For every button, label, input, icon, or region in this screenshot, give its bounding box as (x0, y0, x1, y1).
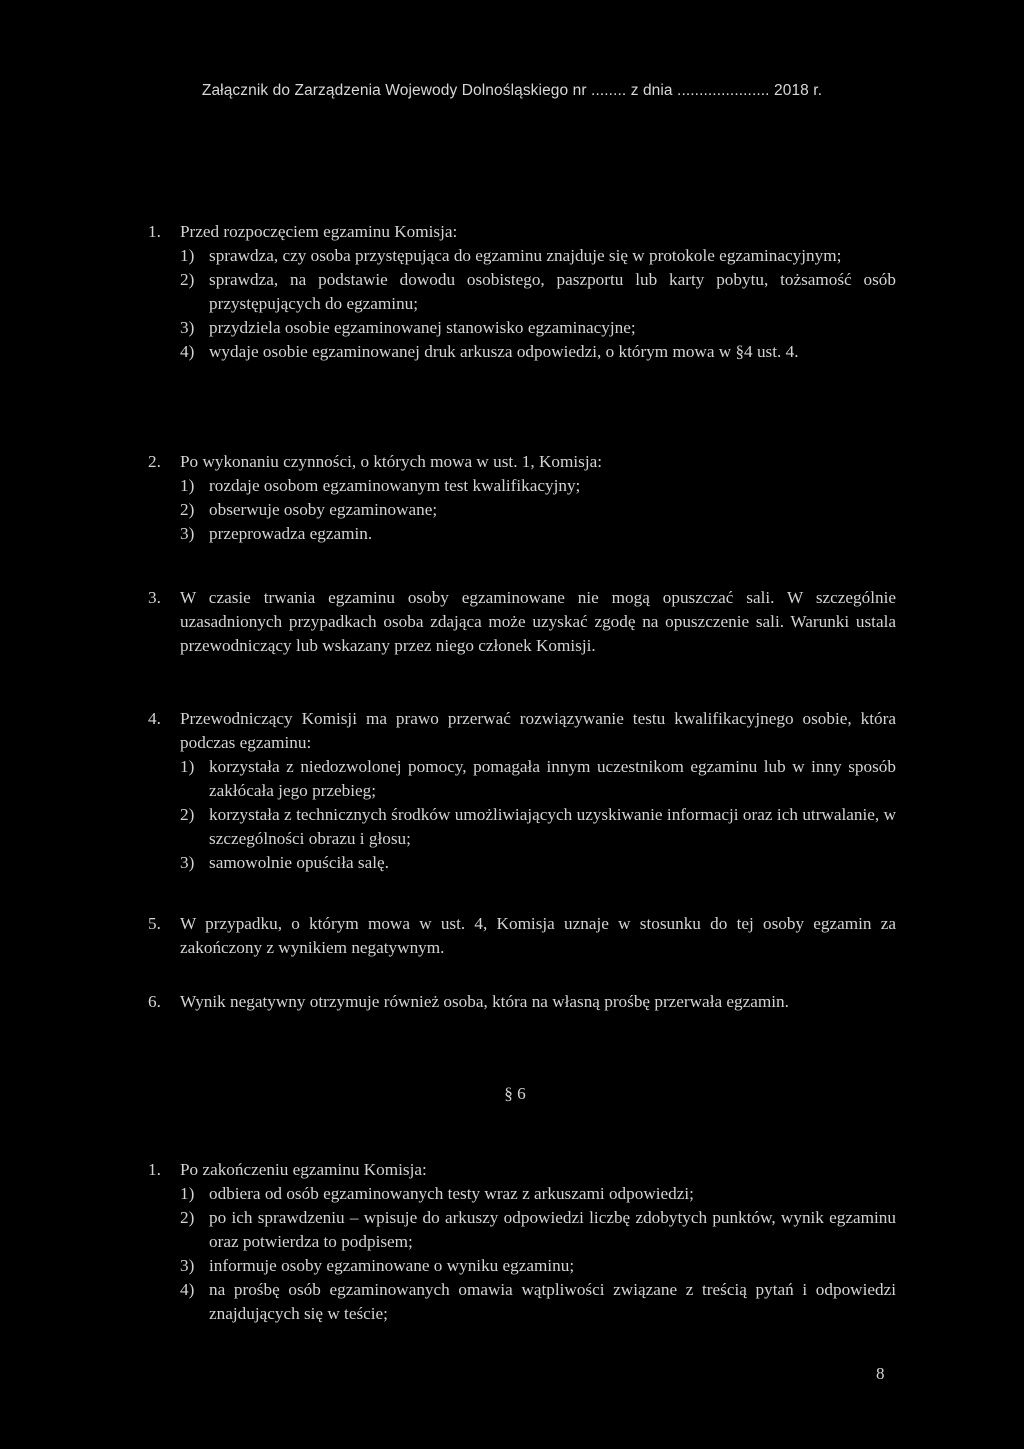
list-item (180, 1254, 896, 1278)
item-text: przydziela osobie egzaminowanej stanowisko egzaminacyjne; (209, 318, 636, 337)
list-item (180, 474, 896, 498)
list-item (180, 851, 896, 875)
list-item (180, 498, 896, 522)
list-item (180, 244, 896, 268)
section-2 (148, 450, 896, 546)
item-number: 1) (180, 1184, 195, 1203)
item-text: sprawdza, czy osoba przystępująca do egzaminu znajduje się w protokole egzaminacyjnym; (209, 246, 842, 265)
item-text: wydaje osobie egzaminowanej druk arkusza odpowiedzi, o którym mowa w §4 ust. 4. (209, 342, 799, 361)
item-text: korzystała z technicznych środków umożliwiających uzyskiwanie informacji oraz ich utrwalanie, w szczególności obrazu i głosu; (209, 805, 896, 848)
item-text: sprawdza, na podstawie dowodu osobistego, paszportu lub karty pobytu, tożsamość osób przystępujących do egzaminu; (209, 270, 896, 313)
item-number: 2) (180, 270, 195, 289)
item-number: 4) (180, 1280, 195, 1299)
section-text: W czasie trwania egzaminu osoby egzaminowane nie mogą opuszczać sali. W szczególnie uzasadnionych przypadkach osoba zdająca może uzyskać zgodę na opuszczenie sali. Warunki ustala przewodniczący lub wskazany przez niego członek Komisji. (180, 588, 896, 655)
item-text: na prośbę osób egzaminowanych omawia wątpliwości związane z treścią pytań i odpowiedzi znajdujących się w teście; (209, 1280, 896, 1323)
item-number: 4) (180, 342, 195, 361)
list-item (180, 522, 896, 546)
section-number: 2. (148, 452, 161, 471)
item-text: po ich sprawdzeniu – wpisuje do arkuszy odpowiedzi liczbę zdobytych punktów, wynik egzaminu oraz potwierdza to podpisem; (209, 1208, 896, 1251)
section-text: Przed rozpoczęciem egzaminu Komisja: (180, 222, 458, 241)
item-text: obserwuje osoby egzaminowane; (209, 500, 438, 519)
section-number: 5. (148, 914, 161, 933)
item-text: informuje osoby egzaminowane o wyniku egzaminu; (209, 1256, 575, 1275)
page-number: 8 (876, 1364, 885, 1383)
section-text: Przewodniczący Komisji ma prawo przerwać rozwiązywanie testu kwalifikacyjnego osobie, która podczas egzaminu: (180, 709, 896, 752)
section-p6-1 (148, 1158, 896, 1326)
item-number: 1) (180, 476, 195, 495)
item-number: 1) (180, 757, 195, 776)
section-1 (148, 220, 896, 364)
list-item (180, 316, 896, 340)
section-text: Po zakończeniu egzaminu Komisja: (180, 1160, 427, 1179)
item-text: korzystała z niedozwolonej pomocy, pomagała innym uczestnikom egzaminu lub w inny sposób zakłócała jego przebieg; (209, 757, 896, 800)
section-number: 6. (148, 992, 161, 1011)
item-text: rozdaje osobom egzaminowanym test kwalifikacyjny; (209, 476, 581, 495)
item-number: 3) (180, 524, 195, 543)
document-header: Załącznik do Zarządzenia Wojewody Dolnośląskiego nr ........ z dnia ..................... 2018 r. (201, 82, 823, 99)
section-3 (148, 586, 896, 658)
list-item (180, 755, 896, 803)
item-number: 2) (180, 805, 195, 824)
item-number: 1) (180, 246, 195, 265)
section-6 (148, 990, 896, 1014)
section-text: W przypadku, o którym mowa w ust. 4, Komisja uznaje w stosunku do tej osoby egzamin za zakończony z wynikiem negatywnym. (180, 914, 896, 957)
list-item (180, 1278, 896, 1326)
section-number: 3. (148, 588, 161, 607)
list-item (180, 340, 896, 364)
list-item (180, 268, 896, 316)
section-number: 1. (148, 222, 161, 241)
item-number: 3) (180, 1256, 195, 1275)
section-number: 1. (148, 1160, 161, 1179)
item-number: 3) (180, 853, 195, 872)
item-text: samowolnie opuściła salę. (209, 853, 389, 872)
section-5 (148, 912, 896, 960)
item-text: przeprowadza egzamin. (209, 524, 373, 543)
item-number: 2) (180, 1208, 195, 1227)
section-4 (148, 707, 896, 875)
section-number: 4. (148, 709, 161, 728)
list-item (180, 1182, 896, 1206)
list-item (180, 1206, 896, 1254)
item-number: 2) (180, 500, 195, 519)
item-number: 3) (180, 318, 195, 337)
item-text: odbiera od osób egzaminowanych testy wraz z arkuszami odpowiedzi; (209, 1184, 694, 1203)
section-text: Wynik negatywny otrzymuje również osoba, która na własną prośbę przerwała egzamin. (180, 992, 789, 1011)
list-item (180, 803, 896, 851)
section-text: Po wykonaniu czynności, o których mowa w ust. 1, Komisja: (180, 452, 603, 471)
paragraph-heading: § 6 (504, 1084, 526, 1103)
